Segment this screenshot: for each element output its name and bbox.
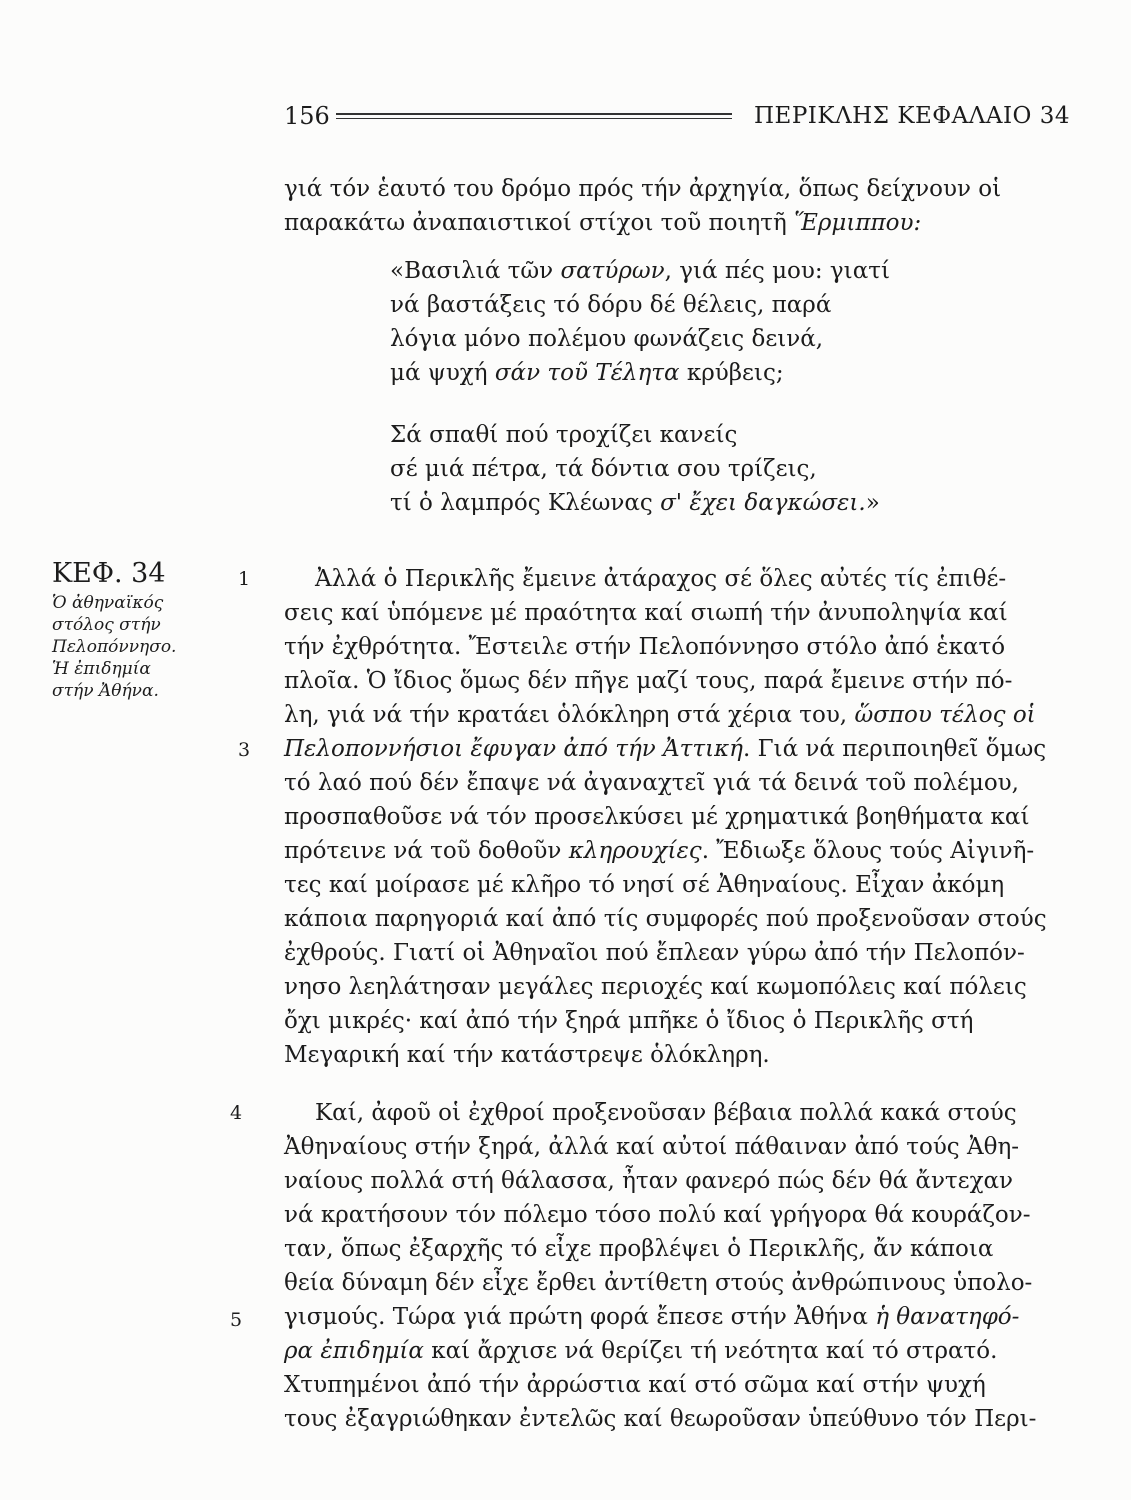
body-line: ἐχθρούς. Γιατί οἱ Ἀθηναῖοι πού ἔπλεαν γύρω ἀπό τήν Πελοπόν-	[284, 940, 1025, 966]
body-line: Καί, ἀφοῦ οἱ ἐχθροί προξενοῦσαν βέβαια πολλά κακά στούς	[315, 1100, 1017, 1126]
margin-note-line: Ἡ ἐπιδημία	[52, 659, 151, 679]
header-rule	[336, 113, 732, 119]
poem-line: λόγια μόνο πολέμου φωνάζεις δεινά,	[390, 326, 824, 352]
margin-note-line: Ὁ ἀθηναϊκός	[52, 593, 164, 613]
paragraph-number: 3	[238, 739, 251, 761]
chapter-label: ΚΕΦ. 34	[52, 558, 166, 589]
poem-line: νά βαστάξεις τό δόρυ δέ θέλεις, παρά	[390, 292, 832, 318]
body-line: ταν, ὅπως ἐξαρχῆς τό εἶχε προβλέψει ὁ Περικλῆς, ἄν κάποια	[284, 1236, 994, 1262]
margin-note-line: Πελοπόννησο.	[52, 637, 177, 657]
paragraph-number: 4	[230, 1102, 243, 1124]
body-line: πρότεινε νά τοῦ δοθοῦν κληρουχίες. Ἔδιωξε ὅλους τούς Αἰγινῆ-	[284, 838, 1035, 864]
body-line: τήν ἐχθρότητα. Ἔστειλε στήν Πελοπόννησο στόλο ἀπό ἑκατό	[284, 634, 1006, 660]
poem-line: μά ψυχή σάν τοῦ Τέλητα κρύβεις;	[390, 360, 784, 386]
body-line: Χτυπημένοι ἀπό τήν ἀρρώστια καί στό σῶμα καί στήν ψυχή	[284, 1372, 986, 1398]
body-line: ναίους πολλά στή θάλασσα, ἦταν φανερό πώς δέν θά ἄντεχαν	[284, 1168, 1014, 1194]
body-line: νησο λεηλάτησαν μεγάλες περιοχές καί κωμοπόλεις καί πόλεις	[284, 974, 1027, 1000]
body-line: Ἀθηναίους στήν ξηρά, ἀλλά καί αὐτοί πάθαιναν ἀπό τούς Ἀθη-	[284, 1134, 1020, 1160]
body-line: σεις καί ὑπόμενε μέ πραότητα καί σιωπή τήν ἀνυποληψία καί	[284, 600, 1008, 626]
body-line: τες καί μοίρασε μέ κλῆρο τό νησί σέ Ἀθηναίους. Εἶχαν ἀκόμη	[284, 872, 1005, 898]
body-line: Μεγαρική καί τήν κατάστρεψε ὁλόκληρη.	[284, 1042, 770, 1068]
intro-line: παρακάτω ἀναπαιστικοί στίχοι τοῦ ποιητῆ Ἕρμιππου:	[284, 210, 922, 236]
margin-note-line: στήν Ἀθήνα.	[52, 681, 159, 701]
body-line: θεία δύναμη δέν εἶχε ἔρθει ἀντίθετη στούς ἀνθρώπινους ὑπολο-	[284, 1270, 1033, 1296]
poem-line: σέ μιά πέτρα, τά δόντια σου τρίζεις,	[390, 456, 817, 482]
margin-note	[52, 556, 227, 702]
body-line: κάποια παρηγοριά καί ἀπό τίς συμφορές πού προξενοῦσαν στούς	[284, 906, 1047, 932]
running-title: ΠΕΡΙΚΛΗΣ ΚΕΦΑΛΑΙΟ 34	[753, 103, 1070, 129]
body-line: τους ἐξαγριώθηκαν ἐντελῶς καί θεωροῦσαν ὑπεύθυνο τόν Περι-	[284, 1406, 1037, 1432]
body-line: τό λαό πού δέν ἔπαψε νά ἀγαναχτεῖ γιά τά δεινά τοῦ πολέμου,	[284, 770, 1019, 796]
paragraph-number: 5	[230, 1309, 243, 1331]
poem-line: Σά σπαθί πού τροχίζει κανείς	[390, 422, 738, 448]
paragraph-number: 1	[238, 568, 251, 590]
body-line: πλοῖα. Ὁ ἴδιος ὅμως δέν πῆγε μαζί τους, παρά ἔμεινε στήν πό-	[284, 668, 1013, 694]
running-header	[284, 100, 1070, 132]
body-line: ρα ἐπιδημία καί ἄρχισε νά θερίζει τή νεότητα καί τό στρατό.	[284, 1338, 998, 1364]
body-line: λη, γιά νά τήν κρατάει ὁλόκληρη στά χέρια του, ὥσπου τέλος οἱ	[284, 702, 1036, 728]
poem-line: τί ὁ λαμπρός Κλέωνας σ' ἔχει δαγκώσει.»	[390, 490, 880, 516]
body-line: νά κρατήσουν τόν πόλεμο τόσο πολύ καί γρήγορα θά κουράζον-	[284, 1202, 1031, 1228]
margin-note-line: στόλος στήν	[52, 615, 161, 635]
body-line: γισμούς. Τώρα γιά πρώτη φορά ἔπεσε στήν Ἀθήνα ἡ θανατηφό-	[284, 1304, 1020, 1330]
body-line: προσπαθοῦσε νά τόν προσελκύσει μέ χρηματικά βοηθήματα καί	[284, 804, 1030, 830]
body-line: ὄχι μικρές· καί ἀπό τήν ξηρά μπῆκε ὁ ἴδιος ὁ Περικλῆς στή	[284, 1008, 974, 1034]
body-line: Ἀλλά ὁ Περικλῆς ἔμεινε ἀτάραχος σέ ὅλες αὐτές τίς ἐπιθέ-	[315, 566, 1007, 592]
intro-line: γιά τόν ἑαυτό του δρόμο πρός τήν ἀρχηγία, ὅπως δείχνουν οἱ	[284, 176, 1002, 202]
body-line: Πελοποννήσιοι ἔφυγαν ἀπό τήν Ἀττική. Γιά νά περιποιηθεῖ ὅμως	[284, 736, 1047, 762]
poem-line: «Βασιλιά τῶν σατύρων, γιά πές μου: γιατί	[390, 258, 890, 284]
page-number: 156	[284, 102, 330, 130]
